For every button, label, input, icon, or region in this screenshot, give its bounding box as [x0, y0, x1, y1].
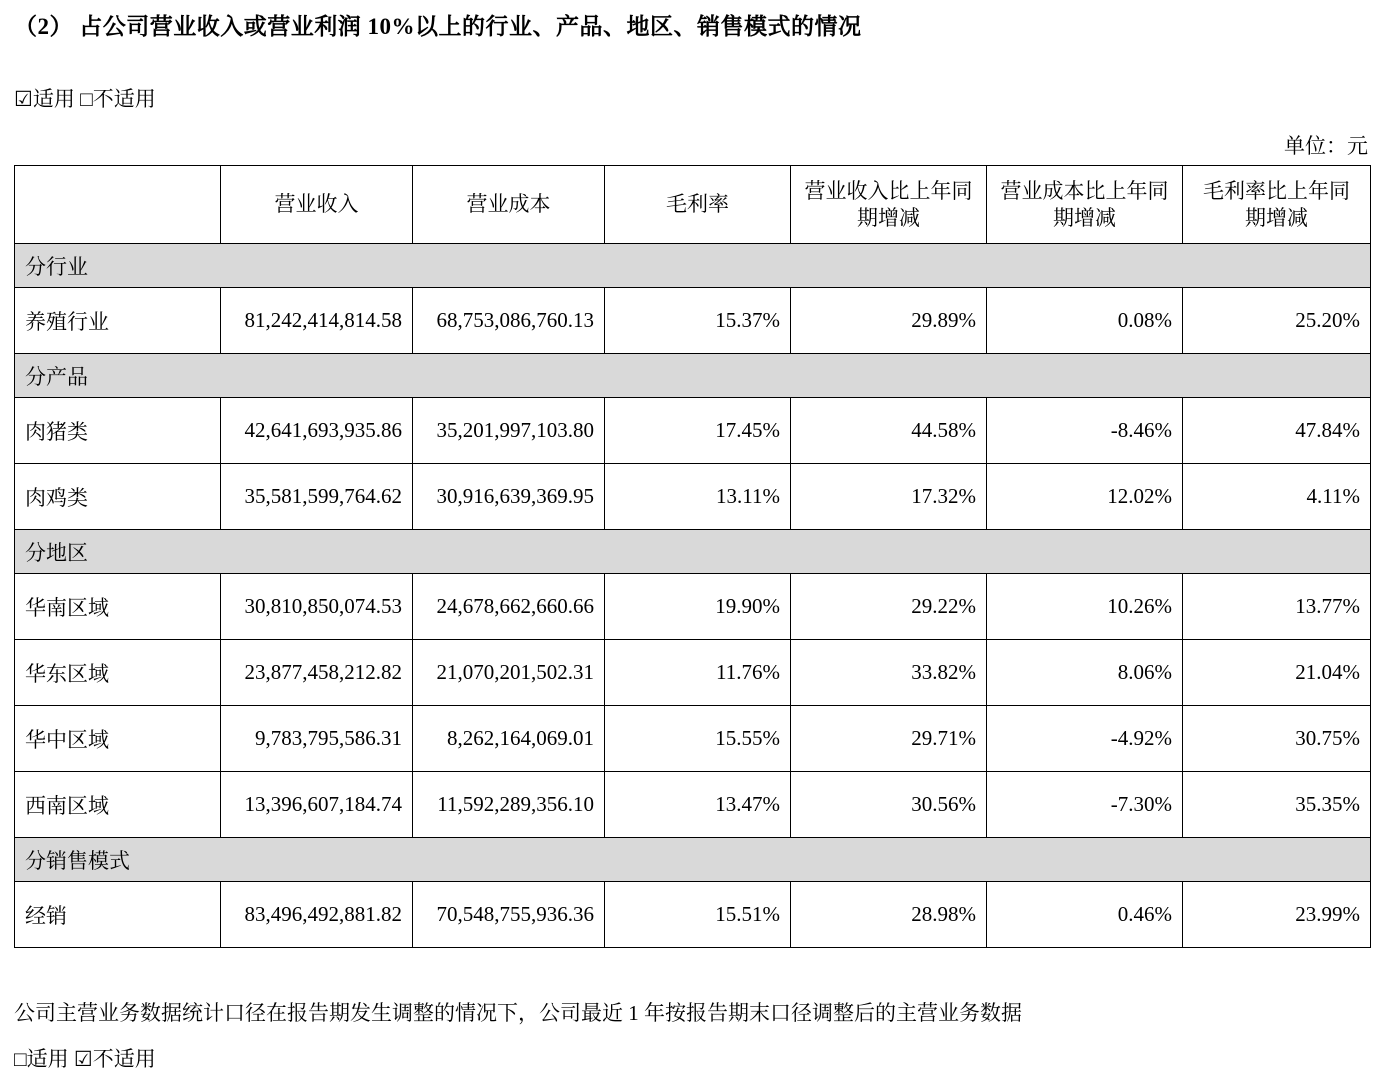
revenue-yoy-value: 30.56%	[791, 772, 987, 838]
revenue-yoy-value: 33.82%	[791, 640, 987, 706]
table-header-cell: 营业收入比上年同期增减	[791, 166, 987, 244]
row-label: 养殖行业	[15, 288, 221, 354]
revenue-yoy-value: 29.22%	[791, 574, 987, 640]
table-row	[15, 772, 1371, 838]
margin-yoy-value: 21.04%	[1183, 640, 1371, 706]
footer-note: 公司主营业务数据统计口径在报告期发生调整的情况下，公司最近 1 年按报告期末口径调整后的主营业务数据	[14, 1001, 1022, 1025]
table-row	[15, 288, 1371, 354]
margin-value: 13.47%	[605, 772, 791, 838]
margin-value: 19.90%	[605, 574, 791, 640]
business-data-table	[14, 165, 1371, 948]
cost-yoy-value: 0.46%	[987, 882, 1183, 948]
page-title: （2） 占公司营业收入或营业利润 10%以上的行业、产品、地区、销售模式的情况	[14, 14, 862, 39]
cost-yoy-value: 0.08%	[987, 288, 1183, 354]
margin-yoy-value: 4.11%	[1183, 464, 1371, 530]
revenue-yoy-value: 29.71%	[791, 706, 987, 772]
revenue-yoy-value: 29.89%	[791, 288, 987, 354]
table-group-label: 分产品	[15, 354, 1371, 398]
row-label: 西南区域	[15, 772, 221, 838]
footer-applicability: □适用 ☑不适用	[14, 1047, 156, 1071]
table-header-cell: 营业成本比上年同期增减	[987, 166, 1183, 244]
table-header-cell	[15, 166, 221, 244]
table-group-label: 分销售模式	[15, 838, 1371, 882]
table-header-cell: 毛利率比上年同期增减	[1183, 166, 1371, 244]
margin-yoy-value: 30.75%	[1183, 706, 1371, 772]
applicability-selector: ☑适用 □不适用	[14, 87, 156, 111]
margin-value: 13.11%	[605, 464, 791, 530]
cost-value: 21,070,201,502.31	[413, 640, 605, 706]
revenue-yoy-value: 44.58%	[791, 398, 987, 464]
revenue-value: 81,242,414,814.58	[221, 288, 413, 354]
revenue-yoy-value: 28.98%	[791, 882, 987, 948]
table-group-label: 分行业	[15, 244, 1371, 288]
table-row	[15, 464, 1371, 530]
margin-value: 11.76%	[605, 640, 791, 706]
row-label: 华中区域	[15, 706, 221, 772]
cost-yoy-value: -7.30%	[987, 772, 1183, 838]
cost-value: 24,678,662,660.66	[413, 574, 605, 640]
revenue-value: 35,581,599,764.62	[221, 464, 413, 530]
unit-note: 单位：元	[1284, 134, 1368, 158]
margin-value: 15.51%	[605, 882, 791, 948]
row-label: 华东区域	[15, 640, 221, 706]
cost-yoy-value: 8.06%	[987, 640, 1183, 706]
table-row	[15, 706, 1371, 772]
cost-value: 70,548,755,936.36	[413, 882, 605, 948]
table-row	[15, 398, 1371, 464]
table-group-row	[15, 354, 1371, 398]
table-group-row	[15, 530, 1371, 574]
table-row	[15, 640, 1371, 706]
cost-yoy-value: -8.46%	[987, 398, 1183, 464]
table-group-row	[15, 244, 1371, 288]
row-label: 肉猪类	[15, 398, 221, 464]
margin-value: 17.45%	[605, 398, 791, 464]
cost-value: 8,262,164,069.01	[413, 706, 605, 772]
table-group-row	[15, 838, 1371, 882]
table-row	[15, 574, 1371, 640]
margin-yoy-value: 35.35%	[1183, 772, 1371, 838]
revenue-value: 42,641,693,935.86	[221, 398, 413, 464]
cost-yoy-value: 12.02%	[987, 464, 1183, 530]
revenue-yoy-value: 17.32%	[791, 464, 987, 530]
table-group-label: 分地区	[15, 530, 1371, 574]
row-label: 华南区域	[15, 574, 221, 640]
table-header-cell: 营业收入	[221, 166, 413, 244]
revenue-value: 9,783,795,586.31	[221, 706, 413, 772]
row-label: 肉鸡类	[15, 464, 221, 530]
margin-value: 15.37%	[605, 288, 791, 354]
table-header-cell: 毛利率	[605, 166, 791, 244]
revenue-value: 83,496,492,881.82	[221, 882, 413, 948]
cost-value: 68,753,086,760.13	[413, 288, 605, 354]
margin-yoy-value: 25.20%	[1183, 288, 1371, 354]
revenue-value: 23,877,458,212.82	[221, 640, 413, 706]
cost-yoy-value: -4.92%	[987, 706, 1183, 772]
table-row	[15, 882, 1371, 948]
revenue-value: 30,810,850,074.53	[221, 574, 413, 640]
revenue-value: 13,396,607,184.74	[221, 772, 413, 838]
margin-value: 15.55%	[605, 706, 791, 772]
cost-value: 30,916,639,369.95	[413, 464, 605, 530]
table-header-cell: 营业成本	[413, 166, 605, 244]
margin-yoy-value: 23.99%	[1183, 882, 1371, 948]
margin-yoy-value: 47.84%	[1183, 398, 1371, 464]
margin-yoy-value: 13.77%	[1183, 574, 1371, 640]
row-label: 经销	[15, 882, 221, 948]
table-header-row	[15, 166, 1371, 244]
cost-yoy-value: 10.26%	[987, 574, 1183, 640]
cost-value: 35,201,997,103.80	[413, 398, 605, 464]
cost-value: 11,592,289,356.10	[413, 772, 605, 838]
